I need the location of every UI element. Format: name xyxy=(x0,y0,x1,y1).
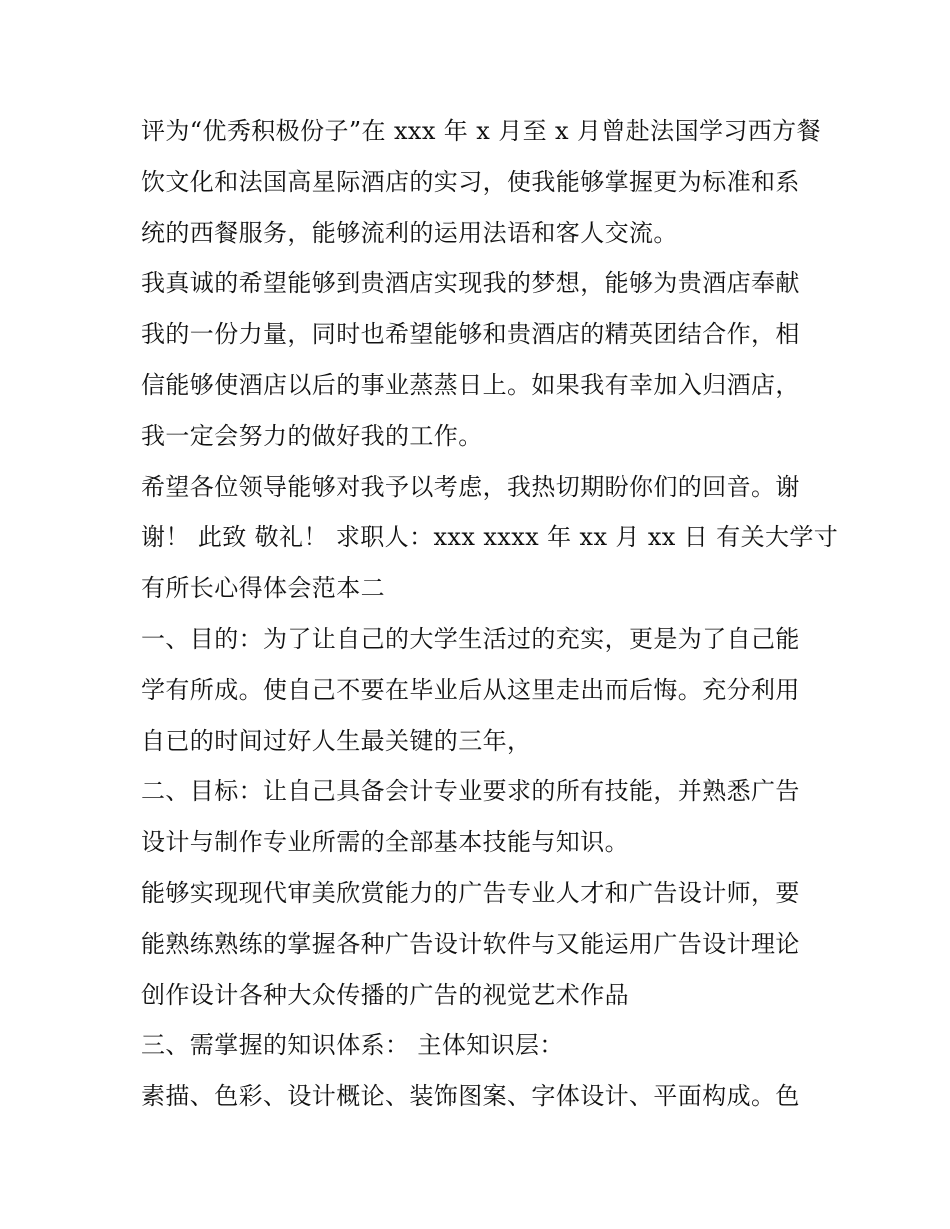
text-line: 我真诚的希望能够到贵酒店实现我的梦想，能够为贵酒店奉献 xyxy=(141,269,800,298)
text-line: 饮文化和法国高星际酒店的实习，使我能够掌握更为标准和系 xyxy=(141,167,800,196)
document-body xyxy=(141,106,839,1122)
text-line: 我的一份力量，同时也希望能够和贵酒店的精英团结合作，相 xyxy=(141,320,800,349)
text-line: 我一定会努力的做好我的工作。 xyxy=(141,421,483,450)
text-line: 三、需掌握的知识体系： 主体知识层： xyxy=(141,1031,564,1060)
text-line: 创作设计各种大众传播的广告的视觉艺术作品 xyxy=(141,980,629,1009)
text-line: 一、目的：为了让自己的大学生活过的充实，更是为了自己能 xyxy=(141,624,800,653)
text-line: 能熟练熟练的掌握各种广告设计软件与又能运用广告设计理论 xyxy=(141,929,800,958)
text-line: 自已的时间过好人生最关键的三年， xyxy=(141,726,532,755)
text-line: 素描、色彩、设计概论、装饰图案、字体设计、平面构成。色 xyxy=(141,1082,800,1111)
text-line: 统的西餐服务，能够流利的运用法语和客人交流。 xyxy=(141,218,678,247)
text-line: 有所长心得体会范本二 xyxy=(141,574,385,603)
text-line: 设计与制作专业所需的全部基本技能与知识。 xyxy=(141,828,629,857)
text-line: 希望各位领导能够对我予以考虑，我热切期盼你们的回音。谢 xyxy=(141,472,800,501)
text-line: 能够实现现代审美欣赏能力的广告专业人才和广告设计师，要 xyxy=(141,878,800,907)
text-line: 评为“优秀积极份子”在 xxx 年 x 月至 x 月曾赴法国学习西方餐 xyxy=(141,117,821,145)
text-line: 信能够使酒店以后的事业蒸蒸日上。如果我有幸加入归酒店， xyxy=(141,370,800,399)
text-line: 二、目标：让自己具备会计专业要求的所有技能，并熟悉广告 xyxy=(141,777,800,806)
text-line: 学有所成。使自己不要在毕业后从这里走出而后悔。充分利用 xyxy=(141,675,800,704)
text-line: 谢！ 此致 敬礼！ 求职人：xxx xxxx 年 xx 月 xx 日 有关大学寸 xyxy=(141,523,839,552)
